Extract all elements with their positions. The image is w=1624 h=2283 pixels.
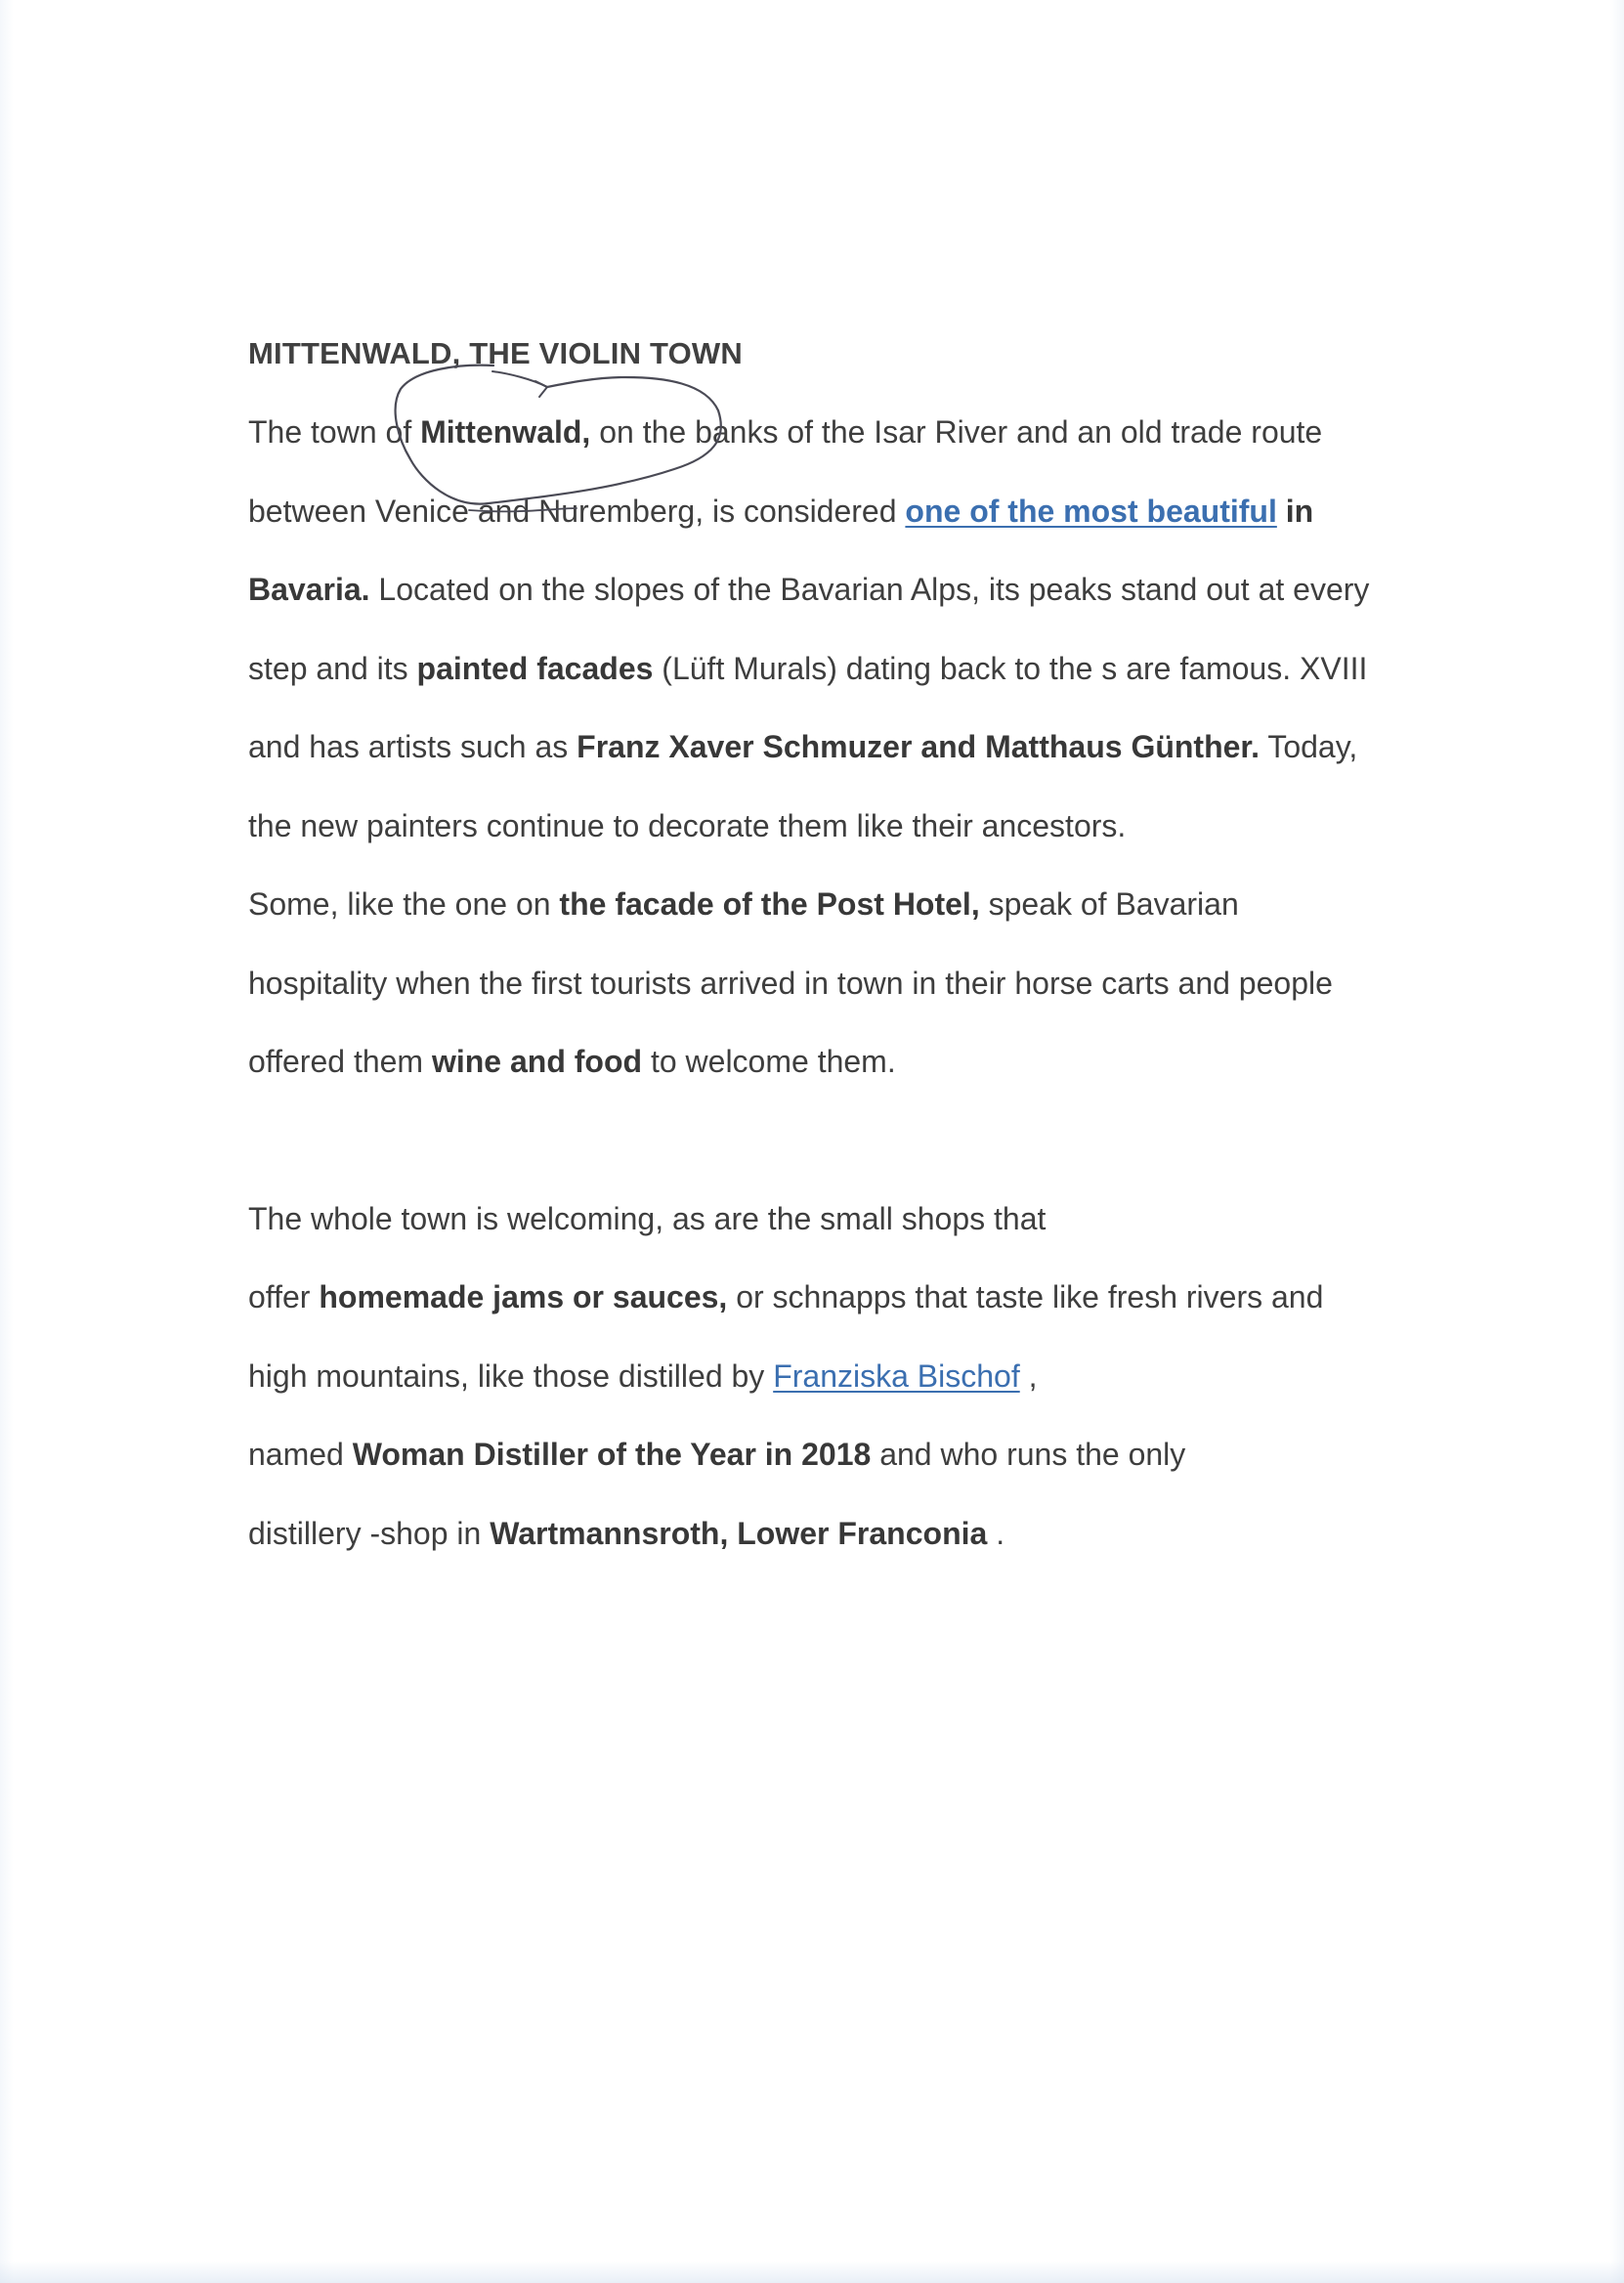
link-franziska-bischof[interactable]: Franziska Bischof	[773, 1357, 1020, 1394]
bold-jams-sauces: homemade jams or sauces,	[319, 1279, 728, 1314]
text-run: to welcome them.	[642, 1044, 896, 1079]
bold-artists: Franz Xaver Schmuzer and Matthaus Günther.	[577, 729, 1260, 764]
text-run: Located on the slopes of the Bavarian Alps, its peaks stand out at every step and its	[248, 572, 1370, 686]
link-most-beautiful[interactable]: one of the most beautiful	[905, 493, 1277, 529]
paragraph-shops	[248, 1180, 1382, 1573]
bold-wartmannsroth: Wartmannsroth, Lower Franconia	[490, 1515, 988, 1551]
text-run: and who runs the only	[871, 1437, 1186, 1472]
document-title: MITTENWALD, THE VIOLIN TOWN	[248, 336, 743, 370]
bold-distiller-award: Woman Distiller of the Year in 2018	[352, 1437, 872, 1472]
text-run: (Lüft Murals) dating back to the s are famous. XVIII and has artists such as	[248, 650, 1368, 764]
bold-wine-food: wine and food	[431, 1044, 643, 1079]
paragraph-intro	[248, 393, 1382, 865]
text-run: offer	[248, 1279, 320, 1314]
scan-edge-tint	[0, 2261, 1624, 2283]
bold-mittenwald: Mittenwald,	[420, 414, 591, 450]
text-run: on the banks of the Isar River and an old trade route between Venice and Nuremberg, is considered	[248, 414, 1323, 529]
document-body	[248, 332, 1382, 1572]
text-run: ,	[1019, 1357, 1038, 1394]
text-run: speak of Bavarian hospitality when the first tourists arrived in town in their horse carts and people offered them	[248, 886, 1333, 1079]
text-run: The whole town is welcoming, as are the small shops that	[248, 1200, 1047, 1236]
paragraph-post-hotel	[248, 865, 1382, 1101]
text-run: Today, the new painters continue to decorate them like their ancestors.	[248, 729, 1358, 843]
text-run: named	[248, 1437, 353, 1472]
bold-in-bavaria: in Bavaria.	[248, 493, 1314, 607]
bold-post-hotel: the facade of the Post Hotel,	[559, 886, 980, 922]
text-run: or schnapps that taste like fresh rivers and high mountains, like those distilled by	[248, 1279, 1324, 1394]
text-run: Some, like the one on	[248, 886, 560, 922]
text-run: distillery -shop in	[248, 1515, 491, 1551]
text-run: .	[987, 1515, 1005, 1551]
bold-painted-facades: painted facades	[416, 650, 654, 686]
text-run: The town of	[248, 414, 421, 450]
